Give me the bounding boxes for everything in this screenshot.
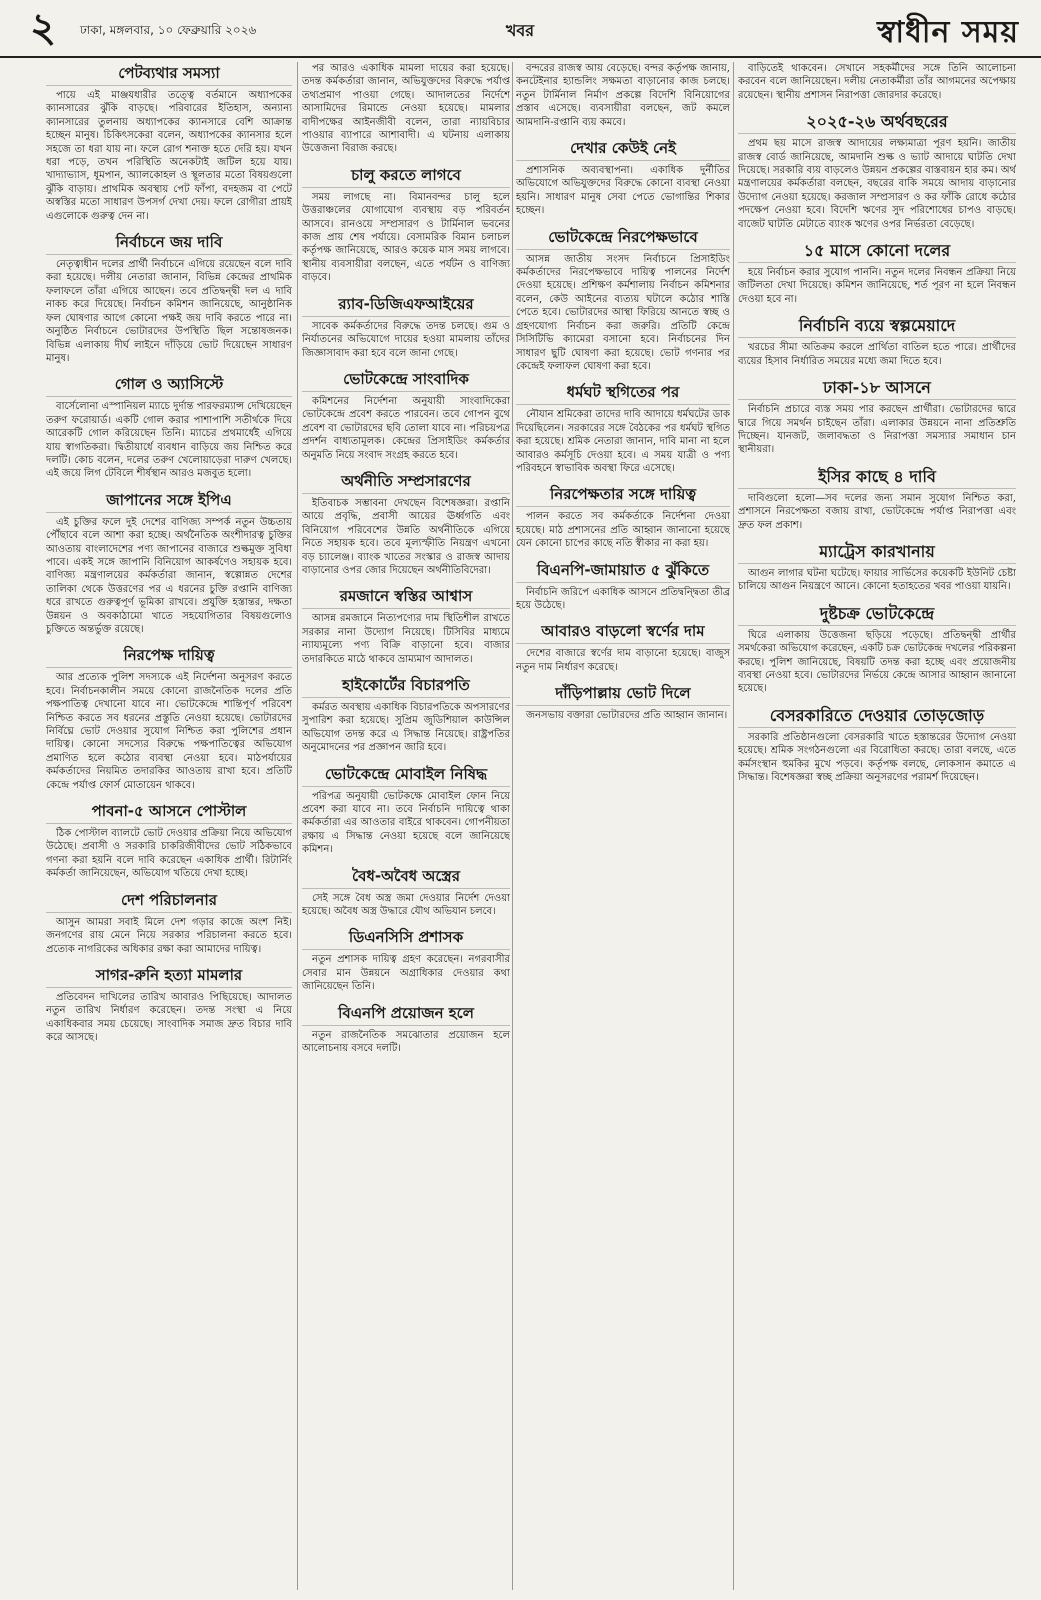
headline: ঢাকা-১৮ আসনে [738, 378, 1016, 400]
article [302, 763, 510, 859]
article-body: দাবিগুলো হলো—সব দলের জন্য সমান সুযোগ নিশ্চিত করা, প্রশাসনে নিরপেক্ষতা বজায় রাখা, ভোটকেন্দ্রে পর্যাপ্ত নিরাপত্তা এবং দ্রুত ফল প্রকাশ। [738, 492, 1016, 531]
article [302, 1002, 510, 1058]
article-body: বন্দরের রাজস্ব আয় বেড়েছে। বন্দর কর্তৃপক্ষ জানায়, কনটেইনার হ্যান্ডলিং সক্ষমতা বাড়ানোর কাজ চলছে। নতুন টার্মিনাল নির্মাণ প্রকল্পে বিদেশি বিনিয়োগের প্রস্তাব এসেছে। ব্যবসায়ীরা বলছেন, জট কমলে আমদানি-রপ্তানি ব্যয় কমবে। [516, 63, 730, 128]
article [738, 376, 1016, 459]
headline: রমজানে স্বস্তির আশ্বাস [302, 587, 510, 609]
article-body: কর্মরত অবস্থায় একাধিক বিচারপতিকে অপসারণের সুপারিশ করা হয়েছে। সুপ্রিম জুডিশিয়াল কাউন্সিল অভিযোগ তদন্ত করে এ সিদ্ধান্ত নিয়েছে। রাষ্ট্রপতির অনুমোদনের পর প্রজ্ঞাপন জারি হবে। [302, 702, 510, 754]
headline: অর্থনীতি সম্প্রসারণের [302, 472, 510, 494]
article [516, 226, 730, 376]
headline: বেসরকারিতে দেওয়ার তোড়জোড় [738, 706, 1016, 728]
article [302, 470, 510, 579]
page-number: ২ [30, 4, 57, 51]
article-body: বাড়িতেই থাকবেন। সেখানে সহকর্মীদের সঙ্গে তিনি আলোচনা করবেন বলে জানিয়েছেন। দলীয় নেতাকর্মীরা তাঁর আগমনের অপেক্ষায় রয়েছেন। স্থানীয় প্রশাসন নিরাপত্তা জোরদার করেছে। [738, 63, 1016, 101]
article-body: ঠিক পোস্টাল ব্যালটে ভোট দেওয়ার প্রক্রিয়া নিয়ে অভিযোগ উঠেছে। প্রবাসী ও সরকারি চাকরিজীবীদের ভোট সঠিকভাবে গণনা করা হয়নি বলে দাবি করেছেন একাধিক প্রার্থী। রিটার্নিং কর্মকর্তা জানিয়েছেন, অভিযোগ খতিয়ে দেখা হচ্ছে। [46, 828, 292, 880]
article-body: আর প্রত্যেক পুলিশ সদস্যকে এই নির্দেশনা অনুসরণ করতে হবে। নির্বাচনকালীন সময়ে কোনো রাজনৈতিক দলের প্রতি পক্ষপাতিত্ব দেখানো যাবে না। ভোটকেন্দ্রে শান্তিপূর্ণ পরিবেশ নিশ্চিত করতে সব ধরনের প্রস্তুতি নেওয়া হয়েছে। ভোটারদের নির্বিঘ্নে ভোট দেওয়ার সুযোগ নিশ্চিত করা পুলিশের প্রধান দায়িত্ব। কোনো সদস্যের বিরুদ্ধে পক্ষপাতিত্বের অভিযোগ প্রমাণিত হলে কঠোর ব্যবস্থা নেওয়া হবে। মাঠপর্যায়ের কর্মকর্তাদের নিয়মিত তদারকির আওতায় রাখা হবে। প্রতিটি কেন্দ্রে পর্যাপ্ত ফোর্স মোতায়েন থাকবে। [46, 672, 292, 791]
article [738, 239, 1016, 308]
article [302, 293, 510, 362]
article [516, 682, 730, 724]
article [516, 559, 730, 615]
article-body: প্রশাসনিক অব্যবস্থাপনা। একাধিক দুর্নীতির অভিযোগে অভিযুক্তদের বিরুদ্ধে কোনো ব্যবস্থা নেওয়া হয়নি। সাধারণ মানুষ সেবা পেতে ভোগান্তির শিকার হচ্ছেন। [516, 165, 730, 217]
column-divider [297, 62, 298, 1590]
article-body: নির্বাচনি প্রচারে ব্যস্ত সময় পার করছেন প্রার্থীরা। ভোটারদের দ্বারে দ্বারে গিয়ে সমর্থন চাইছেন তাঁরা। এলাকার উন্নয়নে নানা প্রতিশ্রুতি দিচ্ছেন। যানজট, জলাবদ্ধতা ও নিরাপত্তা সমস্যার সমাধান চান স্থানীয়রা। [738, 404, 1016, 456]
article-body: প্রতিবেদন দাখিলের তারিখ আবারও পিছিয়েছে। আদালত নতুন তারিখ নির্ধারণ করেছেন। তদন্ত সংস্থা এ নিয়ে একাধিকবার সময় চেয়েছে। সাংবাদিক সমাজ দ্রুত বিচার দাবি করে আসছে। [46, 991, 292, 1044]
article [516, 483, 730, 552]
article-body: আসুন আমরা সবাই মিলে দেশ গড়ার কাজে অংশ নিই। জনগণের রায় মেনে নিয়ে সরকার পরিচালনা করতে হবে। প্রত্যেক নাগরিকের অধিকার রক্ষা করা আমাদের দায়িত্ব। [46, 916, 292, 955]
headline: ভোটকেন্দ্রে নিরপেক্ষভাবে [516, 228, 730, 250]
column-4 [738, 62, 1016, 1590]
headline: পাবনা-৫ আসনে পোস্টাল [46, 802, 292, 824]
article-body: সরকারি প্রতিষ্ঠানগুলো বেসরকারি খাতে হস্তান্তরের উদ্যোগ নেওয়া হয়েছে। শ্রমিক সংগঠনগুলো এর বিরোধিতা করছে। তারা বলছে, এতে কর্মসংস্থান হুমকির মুখে পড়বে। কর্তৃপক্ষ বলছে, লোকসান কমাতে এ সিদ্ধান্ত। বিশেষজ্ঞরা স্বচ্ছ প্রক্রিয়া অনুসরণের পরামর্শ দিয়েছেন। [738, 731, 1016, 783]
article [516, 137, 730, 220]
article-body: পায়ে এই মাঞ্জযধারীর তত্ত্বে বর্তমানে অধ্যাপকের ক্যানসারের ঝুঁকি বাড়ছে। পরিবারের ইতিহাস, অন্যান্য ক্যানসারের তুলনায় অধ্যাপকের ক্যানসারে বেশি আক্রান্ত হচ্ছেন মানুষ। চিকিৎসকেরা বলেন, অধ্যাপকের ক্যানসার হলে সহজে তা ধরা যায় না। ফলে রোগ শনাক্ত হতে দেরি হয়। যখন ধরা পড়ে, তখন পরিস্থিতি অনেকটাই জটিল হয়ে যায়। খাদ্যাভ্যাস, ধূমপান, অ্যালকোহল ও স্থূলতার মতো বিষয়গুলো ঝুঁকি বাড়ায়। প্রাথমিক অবস্থায় পেট ফাঁপা, বদহজম বা পেটে অস্বস্তির মতো সাধারণ উপসর্গ দেখা দেয়। ফলে রোগীরা প্রায়ই এগুলোকে গুরুত্ব দেন না। [46, 90, 292, 222]
article [516, 62, 730, 131]
article-body: জনসভায় বক্তারা ভোটারদের প্রতি আহ্বান জানান। [526, 710, 728, 722]
headline: র‍্যাব-ডিজিএফআইয়ের [302, 295, 510, 317]
article-body: সময় লাগছে না। বিমানবন্দর চালু হলে উত্তরাঞ্চলের যোগাযোগ ব্যবস্থায় বড় পরিবর্তন আসবে। রানওয়ে সম্প্রসারণ ও টার্মিনাল ভবনের কাজ প্রায় শেষ পর্যায়ে। বেসামরিক বিমান চলাচল কর্তৃপক্ষ জানিয়েছে, আরও কয়েক মাস সময় লাগবে। স্থানীয় ব্যবসায়ীরা বলছেন, এতে পর্যটন ও বাণিজ্য বাড়বে। [302, 191, 510, 284]
article [302, 674, 510, 757]
article-body: ঘিরে এলাকায় উত্তেজনা ছড়িয়ে পড়েছে। প্রতিদ্বন্দ্বী প্রার্থীর সমর্থকেরা অভিযোগ করেছেন, একটি চক্র ভোটকেন্দ্র দখলের পরিকল্পনা করছে। পুলিশ জানিয়েছে, বিষয়টি তদন্ত করা হচ্ছে এবং প্রয়োজনীয় ব্যবস্থা নেওয়া হবে। ভোটারদের নির্ভয়ে কেন্দ্রে আসার আহ্বান জানানো হয়েছে। [738, 629, 1016, 695]
dateline: ঢাকা, মঙ্গলবার, ১০ ফেব্রুয়ারি ২০২৬ [80, 23, 257, 37]
article [738, 465, 1016, 534]
article-body: হয়ে নির্বাচন করার সুযোগ পাননি। নতুন দলের নিবন্ধন প্রক্রিয়া নিয়ে জটিলতা দেখা দিয়েছে। কমিশন জানিয়েছে, শর্ত পূরণ না হলে নিবন্ধন দেওয়া হবে না। [738, 267, 1016, 305]
headline: নিরপেক্ষ দায়িত্ব [46, 646, 292, 668]
article [302, 368, 510, 464]
headline: গোল ও অ্যাসিস্টে [46, 375, 292, 397]
article [738, 110, 1016, 233]
headline: বিএনপি-জামায়াত ৫ ঝুঁকিতে [516, 561, 730, 583]
article [516, 381, 730, 477]
article [302, 865, 510, 921]
headline: হাইকোর্টের বিচারপতি [302, 676, 510, 698]
article [46, 800, 292, 883]
article [46, 62, 292, 225]
article-body: খরচের সীমা অতিক্রম করলে প্রার্থিতা বাতিল হতে পারে। প্রার্থীদের ব্যয়ের হিসাব নির্ধারিত সময়ের মধ্যে জমা দিতে হবে। [738, 342, 1016, 367]
article-body: নতুন প্রশাসক দায়িত্ব গ্রহণ করেছেন। নগরবাসীর সেবার মান উন্নয়নে অগ্রাধিকার দেওয়ার কথা জানিয়েছেন তিনি। [302, 954, 510, 993]
headline: নির্বাচনি ব্যয়ে স্বল্পমেয়াদে [738, 316, 1016, 338]
headline: নিরপেক্ষতার সঙ্গে দায়িত্ব [516, 485, 730, 507]
article-body: আসন্ন রমজানে নিত্যপণ্যের দাম স্থিতিশীল রাখতে সরকার নানা উদ্যোগ নিয়েছে। টিসিবির মাধ্যমে ন্যায্যমূল্যে পণ্য বিক্রি বাড়ানো হবে। বাজার তদারকিতে মাঠে থাকবে ভ্রাম্যমাণ আদালত। [302, 613, 510, 665]
article-body: আগুন লাগার ঘটনা ঘটেছে। ফায়ার সার্ভিসের কয়েকটি ইউনিট চেষ্টা চালিয়ে আগুন নিয়ন্ত্রণে আনে। কোনো হতাহতের খবর পাওয়া যায়নি। [738, 567, 1016, 593]
article-body: পালন করতে সব কর্মকর্তাকে নির্দেশনা দেওয়া হয়েছে। মাঠ প্রশাসনের প্রতি আহ্বান জানানো হয়েছে যেন কোনো চাপের কাছে নতি স্বীকার না করা হয়। [516, 511, 730, 550]
article-body: সাবেক কর্মকর্তাদের বিরুদ্ধে তদন্ত চলছে। গুম ও নির্যাতনের অভিযোগে দায়ের হওয়া মামলায় তাঁদের জিজ্ঞাসাবাদ করা হবে বলে জানা গেছে। [302, 320, 510, 359]
article [738, 314, 1016, 370]
headline: ১৫ মাসে কোনো দলের [738, 241, 1016, 263]
article [46, 889, 292, 958]
section-title: খবর [505, 21, 535, 40]
headline: দেখার কেউই নেই [516, 139, 730, 161]
article [46, 644, 292, 794]
headline: দাঁড়িপাল্লায় ভোট দিলে [516, 684, 730, 706]
headline: জাপানের সঙ্গে ইপিএ [46, 491, 292, 513]
article [46, 489, 292, 639]
article-body: ইতিবাচক সম্ভাবনা দেখছেন বিশেষজ্ঞরা। রপ্তানি আয়ে প্রবৃদ্ধি, প্রবাসী আয়ের ঊর্ধ্বগতি এবং বিনিয়োগ পরিবেশের উন্নতি অর্থনীতিকে এগিয়ে নিতে সহায়ক হবে। তবে মূল্যস্ফীতি নিয়ন্ত্রণ এখনো বড় চ্যালেঞ্জ। ব্যাংক খাতের সংস্কার ও রাজস্ব আদায় বাড়ানোর ওপর জোর দিয়েছেন অর্থনীতিবিদেরা। [302, 497, 510, 576]
article-body: পর আরও একাধিক মামলা দায়ের করা হয়েছে। তদন্ত কর্মকর্তারা জানান, অভিযুক্তদের বিরুদ্ধে পর্যাপ্ত তথ্যপ্রমাণ পাওয়া গেছে। আদালতের নির্দেশে আসামিদের রিমান্ডে নেওয়া হয়েছে। মামলার বাদীপক্ষের আইনজীবী বলেন, তারা ন্যায়বিচার পাওয়ার ব্যাপারে আশাবাদী। এ ঘটনায় এলাকায় উত্তেজনা বিরাজ করছে। [302, 63, 510, 155]
article [302, 164, 510, 287]
article [738, 62, 1016, 104]
headline: ধর্মঘট স্থগিতের পর [516, 383, 730, 405]
article [46, 231, 292, 367]
article [738, 704, 1016, 787]
article-body: নৌযান শ্রমিকেরা তাদের দাবি আদায়ে ধর্মঘটের ডাক দিয়েছিলেন। সরকারের সঙ্গে বৈঠকের পর ধর্মঘট স্থগিত করা হয়েছে। শ্রমিক নেতারা জানান, দাবি মানা না হলে আবারও কর্মসূচি দেওয়া হবে। এ সময় যাত্রী ও পণ্য পরিবহনে স্বাভাবিক অবস্থা ফিরে এসেছে। [516, 409, 730, 474]
headline: দুষ্টচক্র ভোটকেন্দ্রে [738, 604, 1016, 626]
article-body: বার্সেলোনা এস্পানিয়ল ম্যাচে দুর্দান্ত পারফরম্যান্স দেখিয়েছেন তরুণ ফরোয়ার্ড। একটি গোল করার পাশাপাশি সতীর্থকে দিয়ে আরেকটি গোল করিয়েছেন তিনি। ম্যাচের প্রথমার্ধেই এগিয়ে যায় স্বাগতিকরা। দ্বিতীয়ার্ধে ব্যবধান বাড়িয়ে জয় নিশ্চিত করে দলটি। কোচ বলেন, দলের তরুণ খেলোয়াড়েরা দারুণ খেলছে। এই জয়ে লিগ টেবিলে শীর্ষস্থান আরও মজবুত হলো। [46, 401, 292, 480]
article-body: নির্বাচনি জরিপে একাধিক আসনে প্রতিদ্বন্দ্বিতা তীব্র হয়ে উঠেছে। [516, 586, 730, 611]
headline: ইসির কাছে ৪ দাবি [738, 467, 1016, 489]
article-body: সেই সঙ্গে বৈধ অস্ত্র জমা দেওয়ার নির্দেশ দেওয়া হয়েছে। অবৈধ অস্ত্র উদ্ধারে যৌথ অভিযান চলবে। [302, 892, 510, 918]
article-body: প্রথম ছয় মাসে রাজস্ব আদায়ের লক্ষ্যমাত্রা পূরণ হয়নি। জাতীয় রাজস্ব বোর্ড জানিয়েছে, আমদানি শুল্ক ও ভ্যাট আদায়ে ঘাটতি দেখা দিয়েছে। সরকারি ব্যয় বাড়লেও উন্নয়ন প্রকল্পের বাস্তবায়ন হার কম। অর্থ মন্ত্রণালয়ের কর্মকর্তারা বলছেন, বছরের বাকি সময়ে আদায় বাড়ানোর উদ্যোগ নেওয়া হয়েছে। করজাল সম্প্রসারণ ও কর ফাঁকি রোধে কঠোর পদক্ষেপ নেওয়া হবে। বিদেশি ঋণের সুদ পরিশোধের চাপও বাড়ছে। বাজেট ঘাটতি মেটাতে ব্যাংক ঋণের ওপর নির্ভরতা বেড়েছে। [738, 138, 1016, 230]
headline: দেশ পরিচালনার [46, 891, 292, 913]
article-body: এই চুক্তির ফলে দুই দেশের বাণিজ্য সম্পর্ক নতুন উচ্চতায় পৌঁছাবে বলে আশা করা হচ্ছে। অর্থনৈতিক অংশীদারত্ব চুক্তির আওতায় বাংলাদেশের পণ্য জাপানের বাজারে শুল্কমুক্ত সুবিধা পাবে। একই সঙ্গে জাপানি বিনিয়োগ আকর্ষণেও সহায়ক হবে। বাণিজ্য মন্ত্রণালয়ের কর্মকর্তারা জানান, স্বল্পোন্নত দেশের তালিকা থেকে উত্তরণের পর এ ধরনের চুক্তি রপ্তানি বাণিজ্য ধরে রাখতে গুরুত্বপূর্ণ ভূমিকা রাখবে। প্রযুক্তি হস্তান্তর, দক্ষতা উন্নয়ন ও অবকাঠামো খাতে সহযোগিতার বিষয়গুলোও চুক্তিতে অন্তর্ভুক্ত রয়েছে। [46, 516, 292, 635]
headline: ২০২৫-২৬ অর্থবছরের [738, 112, 1016, 134]
headline: বৈধ-অবৈধ অস্ত্রের [302, 867, 510, 889]
headline: সাগর-রুনি হত্যা মামলার [46, 966, 292, 988]
masthead [0, 0, 1041, 58]
article [738, 540, 1016, 596]
article [516, 620, 730, 676]
headline: ডিএনসিসি প্রশাসক [302, 928, 510, 950]
newspaper-logo: স্বাধীন সময় [877, 15, 1019, 50]
headline: নির্বাচনে জয় দাবি [46, 233, 292, 255]
article [302, 926, 510, 995]
article-body: পরিপত্র অনুযায়ী ভোটকক্ষে মোবাইল ফোন নিয়ে প্রবেশ করা যাবে না। তবে নির্বাচনি দায়িত্বে থাকা কর্মকর্তারা এর আওতার বাইরে থাকবেন। গোপনীয়তা রক্ষায় এ সিদ্ধান্ত নেওয়া হয়েছে বলে জানিয়েছে কমিশন। [302, 790, 510, 856]
article-body: নতুন রাজনৈতিক সমঝোতার প্রয়োজন হলে আলোচনায় বসবে দলটি। [302, 1029, 510, 1055]
headline: পেটব্যথার সমস্যা [46, 64, 292, 86]
headline: ভোটকেন্দ্রে সাংবাদিক [302, 370, 510, 392]
article [46, 373, 292, 482]
article-body: দেশের বাজারে স্বর্ণের দাম বাড়ানো হয়েছে। বাজুস নতুন দাম নির্ধারণ করেছে। [516, 648, 730, 673]
article [738, 602, 1016, 698]
article [302, 585, 510, 668]
article [302, 62, 510, 158]
column-divider [733, 62, 734, 1590]
column-3 [516, 62, 730, 1590]
column-divider [512, 62, 513, 1590]
headline: বিএনপি প্রয়োজন হলে [302, 1004, 510, 1026]
headline: ভোটকেন্দ্রে মোবাইল নিষিদ্ধ [302, 765, 510, 787]
article-body: আসন্ন জাতীয় সংসদ নির্বাচনে প্রিসাইডিং কর্মকর্তাদের নিরপেক্ষভাবে দায়িত্ব পালনের নির্দেশ দেওয়া হয়েছে। প্রশিক্ষণ কর্মশালায় নির্বাচন কমিশনার বলেন, কেউ আইনের ব্যত্যয় ঘটালে কঠোর শাস্তি পেতে হবে। ভোটারদের আস্থা ফিরিয়ে আনতে স্বচ্ছ ও গ্রহণযোগ্য নির্বাচন করা জরুরি। প্রতিটি কেন্দ্রে সিসিটিভি ক্যামেরা বসানো হবে। নির্বাচনের দিন সাধারণ ছুটি ঘোষণা করা হয়েছে। ভোট গণনার পর কেন্দ্রেই ফলাফল ঘোষণা করা হবে। [516, 253, 730, 372]
headline: চালু করতে লাগবে [302, 166, 510, 188]
article-body: নেতৃত্বাধীন দলের প্রার্থী নির্বাচনে এগিয়ে রয়েছেন বলে দাবি করা হয়েছে। দলীয় নেতারা জানান, বিভিন্ন কেন্দ্রের প্রাথমিক ফলাফলে তাঁরা এগিয়ে আছেন। তবে প্রতিদ্বন্দ্বী দল এ দাবি নাকচ করে দিয়েছে। নির্বাচন কমিশন জানিয়েছে, আনুষ্ঠানিক ফল ঘোষণার আগে কোনো পক্ষই জয় দাবি করতে পারে না। অনুষ্ঠিত নির্বাচনে ভোটারদের উপস্থিতি ছিল সন্তোষজনক। বিভিন্ন এলাকায় দীর্ঘ লাইনে দাঁড়িয়ে ভোট দিয়েছেন সাধারণ মানুষ। [46, 259, 292, 364]
headline: ম্যাট্রেস কারখানায় [738, 542, 1016, 564]
headline: আবারও বাড়লো স্বর্ণের দাম [516, 622, 730, 644]
column-2 [302, 62, 510, 1590]
article [46, 964, 292, 1047]
article-body: কমিশনের নির্দেশনা অনুযায়ী সাংবাদিকেরা ভোটকেন্দ্রে প্রবেশ করতে পারবেন। তবে গোপন বুথে প্রবেশ বা ভোটারদের ছবি তোলা যাবে না। পরিচয়পত্র প্রদর্শন বাধ্যতামূলক। কেন্দ্রের প্রিসাইডিং কর্মকর্তার অনুমতি নিয়ে সংবাদ সংগ্রহ করতে হবে। [302, 395, 510, 461]
column-1 [46, 62, 292, 1590]
